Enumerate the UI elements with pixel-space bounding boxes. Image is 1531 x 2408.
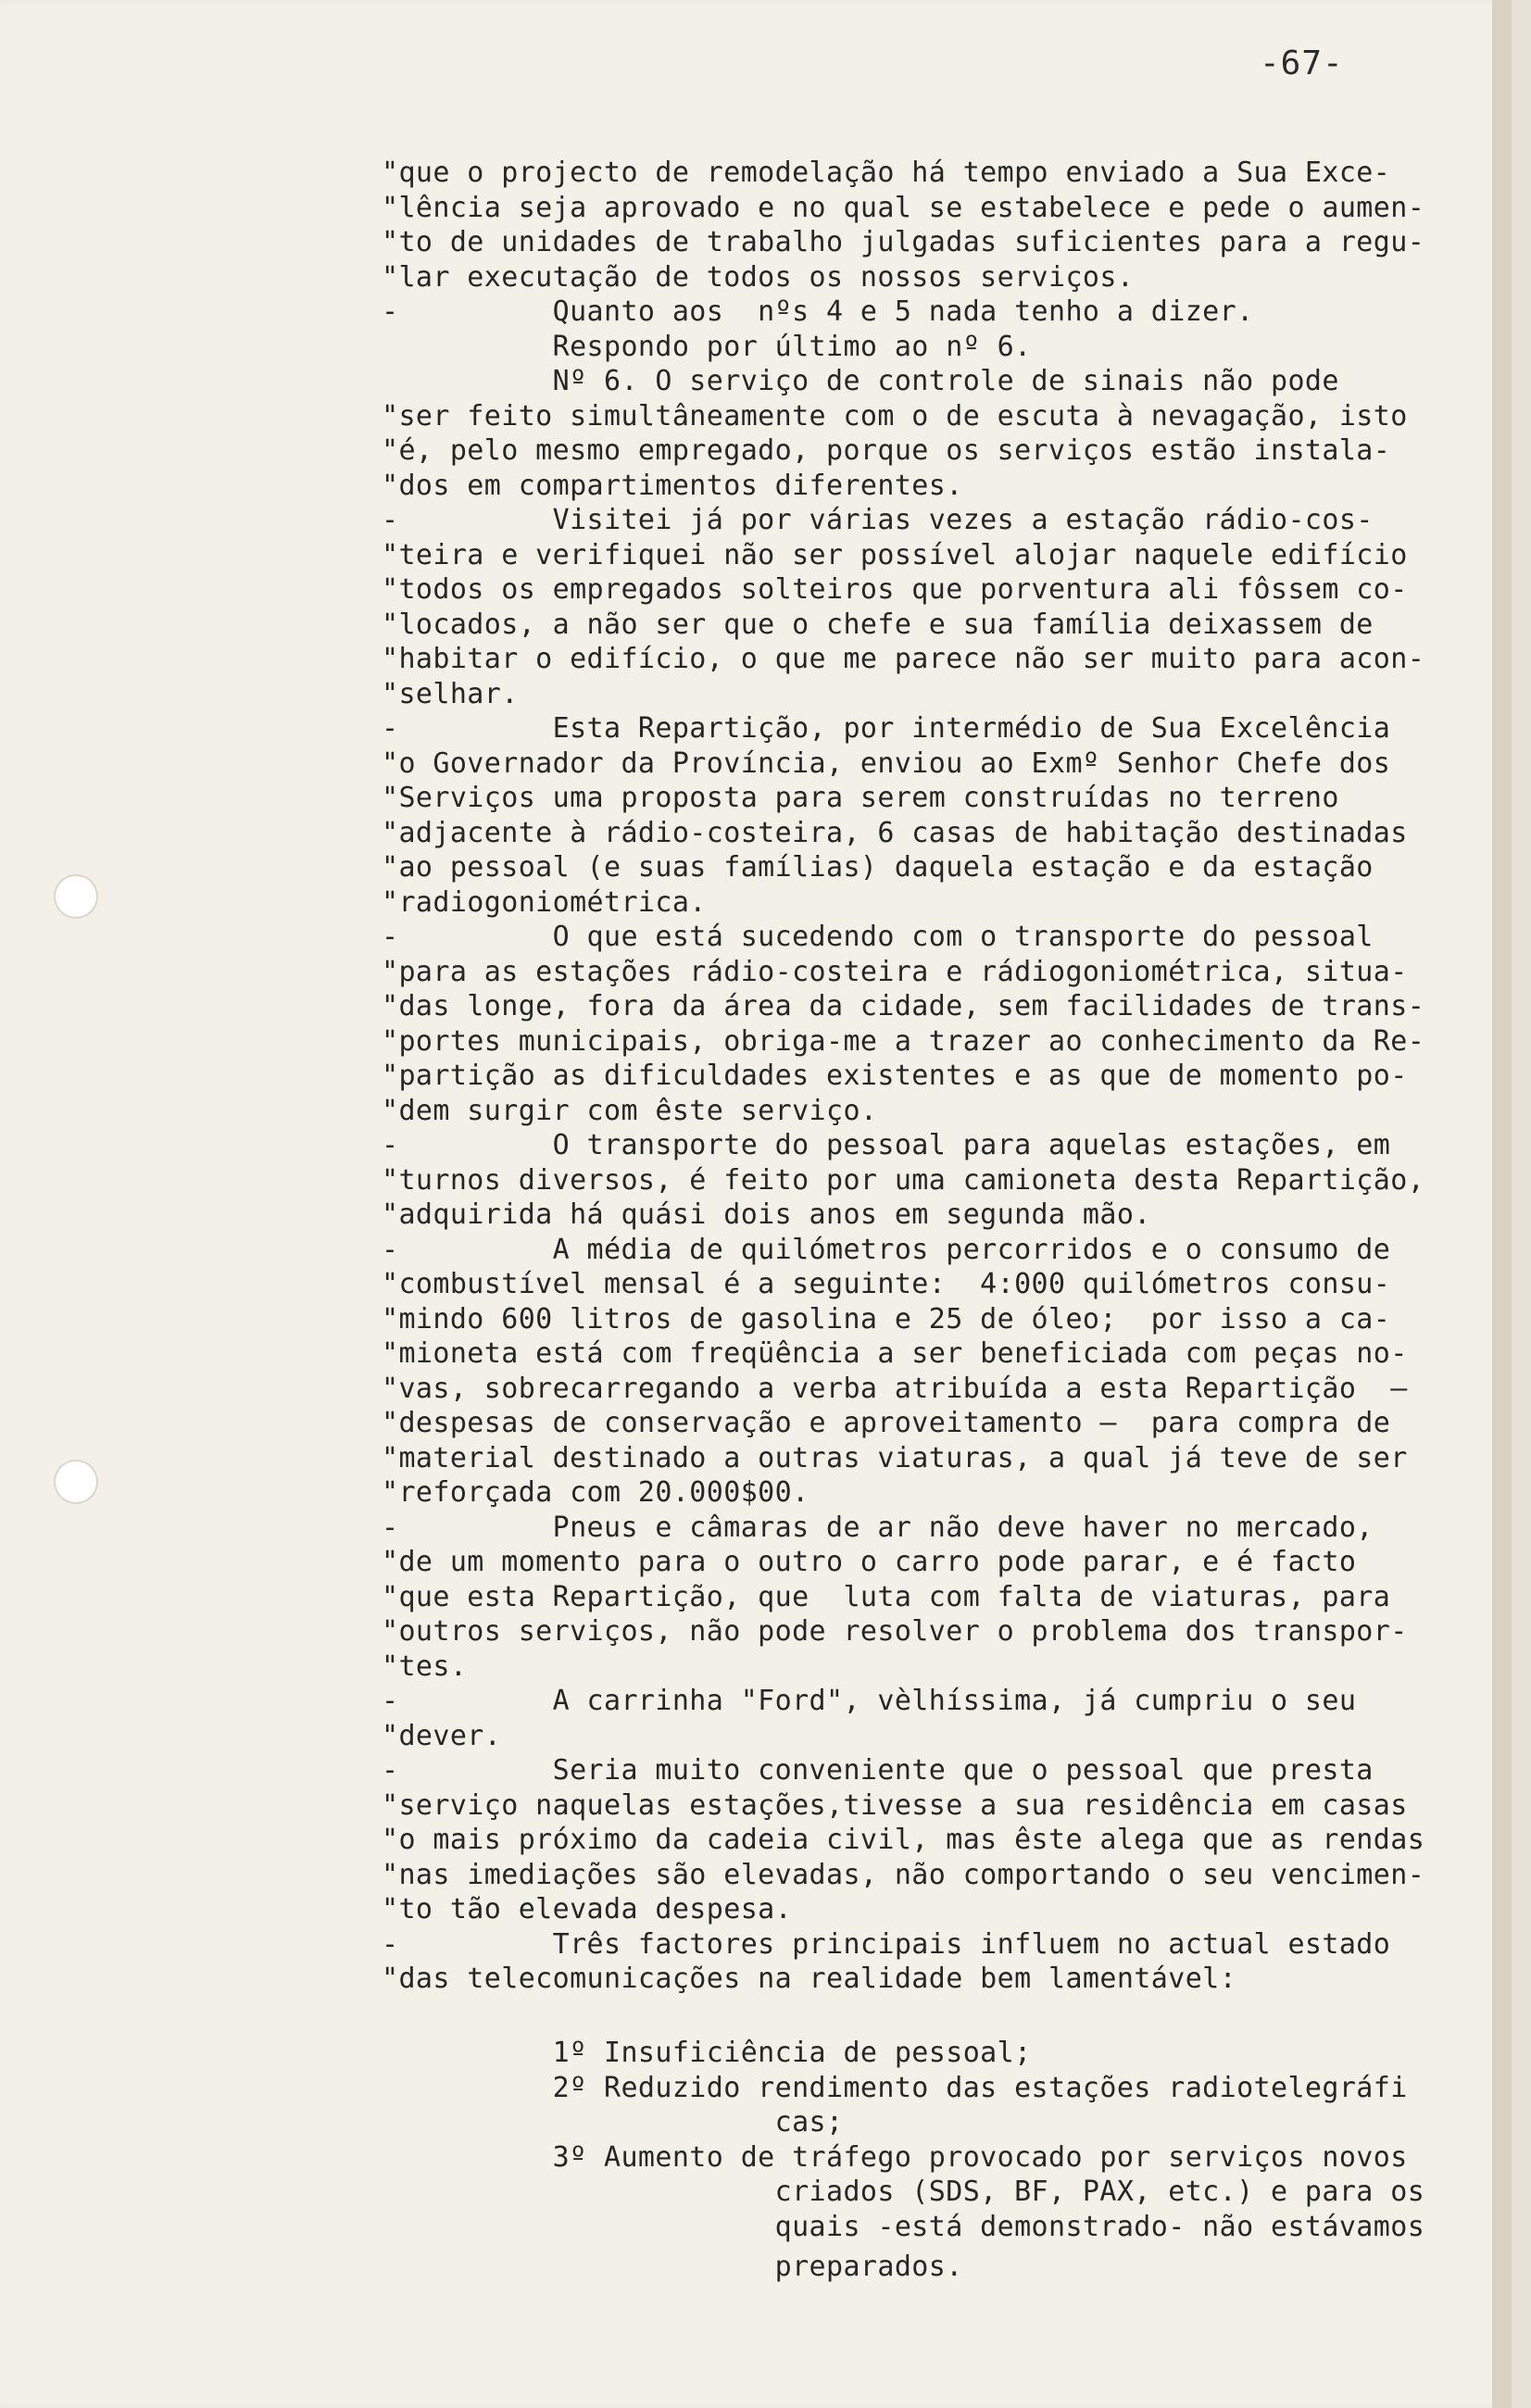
text-line: "para as estações rádio-costeira e rádiogoniométrica, situa- — [382, 955, 1408, 988]
list-item-line: cas; — [382, 2106, 844, 2138]
text-line: "adquirida há quási dois anos em segunda mão. — [382, 1198, 1151, 1231]
text-line: "material destinado a outras viaturas, a qual já teve de ser — [382, 1441, 1408, 1474]
text-line: "mioneta está com freqüência a ser beneficiada com peças no- — [382, 1337, 1408, 1370]
text-line: "lência seja aprovado e no qual se estabelece e pede o aumen- — [382, 191, 1425, 224]
body-text — [382, 156, 1521, 1997]
text-line: "das telecomunicações na realidade bem lamentável: — [382, 1963, 1237, 1995]
text-line: "ser feito simultâneamente com o de escuta à nevagação, isto — [382, 399, 1408, 433]
text-line: "das longe, fora da área da cidade, sem facilidades de trans- — [382, 990, 1425, 1022]
text-line: "partição as dificuldades existentes e as que de momento po- — [382, 1060, 1408, 1092]
text-line: "é, pelo mesmo empregado, porque os serviços estão instala- — [382, 434, 1391, 467]
text-line: - Pneus e câmaras de ar não deve haver no mercado, — [382, 1511, 1374, 1544]
text-line: - Esta Repartição, por intermédio de Sua Excelência — [382, 712, 1391, 745]
text-line: "despesas de conservação e aproveitamento — para compra de — [382, 1407, 1391, 1439]
text-line: - Visitei já por várias vezes a estação rádio-cos- — [382, 504, 1374, 536]
text-line: "reforçada com 20.000$00. — [382, 1476, 809, 1509]
text-line: "selhar. — [382, 677, 519, 710]
list-item-line: preparados. — [382, 2251, 963, 2283]
list-item-line: criados (SDS, BF, PAX, etc.) e para os — [382, 2176, 1425, 2208]
text-line: "Serviços uma proposta para serem construídas no terreno — [382, 782, 1339, 814]
punch-hole-bottom — [56, 1461, 96, 1502]
text-line: "lar executação de todos os nossos serviços. — [382, 260, 1135, 294]
text-line: "o Governador da Província, enviou ao Exmº Senhor Chefe dos — [382, 746, 1391, 780]
page-number: -67- — [1260, 44, 1344, 82]
text-line: "o mais próximo da cadeia civil, mas êste alega que as rendas — [382, 1824, 1425, 1856]
text-line: "habitar o edifício, o que me parece não ser muito para acon- — [382, 643, 1425, 675]
factors-list — [382, 2036, 1521, 2285]
text-line: "serviço naquelas estações,tivesse a sua residência em casas — [382, 1788, 1408, 1822]
text-line: "dos em compartimentos diferentes. — [382, 469, 963, 502]
text-line: "dem surgir com êste serviço. — [382, 1094, 878, 1127]
text-line: Nº 6. O serviço de controle de sinais não pode — [382, 365, 1339, 397]
text-line: "radiogoniométrica. — [382, 885, 707, 919]
text-line: "que o projecto de remodelação há tempo enviado a Sua Exce- — [382, 157, 1391, 189]
text-line: "todos os empregados solteiros que porventura ali fôssem co- — [382, 573, 1408, 606]
text-line: - Seria muito conveniente que o pessoal que presta — [382, 1754, 1374, 1787]
text-line: "adjacente à rádio-costeira, 6 casas de habitação destinadas — [382, 816, 1408, 849]
list-item-line: 1º Insuficiência de pessoal; — [382, 2037, 1032, 2069]
text-line: "tes. — [382, 1649, 468, 1683]
text-line: "vas, sobrecarregando a verba atribuída a esta Repartição — — [382, 1372, 1408, 1405]
text-line: "de um momento para o outro o carro pode parar, e é facto — [382, 1546, 1357, 1578]
text-line: "portes municipais, obriga-me a trazer ao conhecimento da Re- — [382, 1024, 1425, 1058]
punch-hole-top — [56, 876, 96, 917]
text-line: "dever. — [382, 1719, 502, 1752]
text-line: "ao pessoal (e suas famílias) daquela estação e da estação — [382, 851, 1374, 884]
text-line: - A média de quilómetros percorridos e o consumo de — [382, 1233, 1391, 1266]
text-line: "locados, a não ser que o chefe e sua família deixassem de — [382, 608, 1374, 641]
list-item-line: 3º Aumento de tráfego provocado por serviços novos — [382, 2140, 1408, 2174]
list-item-line: quais -está demonstrado- não estávamos — [382, 2210, 1425, 2243]
text-line: "turnos diversos, é feito por uma camioneta desta Repartição, — [382, 1163, 1425, 1197]
text-line: "nas imediações são elevadas, não comportando o seu vencimen- — [382, 1858, 1425, 1891]
text-line: "to tão elevada despesa. — [382, 1893, 793, 1925]
text-line: - A carrinha "Ford", vèlhíssima, já cumpriu o seu — [382, 1685, 1357, 1717]
text-line: "combustível mensal é a seguinte: 4:000 quilómetros consu- — [382, 1268, 1391, 1300]
text-line: "mindo 600 litros de gasolina e 25 de óleo; por isso a ca- — [382, 1302, 1391, 1336]
text-line: "outros serviços, não pode resolver o problema dos transpor- — [382, 1615, 1408, 1648]
list-item-line: 2º Reduzido rendimento das estações radiotelegráfi — [382, 2071, 1408, 2104]
text-line: - Quanto aos nºs 4 e 5 nada tenho a dizer. — [382, 295, 1254, 328]
text-line: "que esta Repartição, que luta com falta de viaturas, para — [382, 1580, 1391, 1613]
text-line: - Três factores principais influem no actual estado — [382, 1927, 1391, 1961]
text-line: - O transporte do pessoal para aquelas estações, em — [382, 1129, 1391, 1161]
text-line: "teira e verifiquei não ser possível alojar naquele edifício — [382, 538, 1408, 571]
text-line: Respondo por último ao nº 6. — [382, 330, 1032, 363]
text-line: - O que está sucedendo com o transporte do pessoal — [382, 921, 1374, 953]
text-line: "to de unidades de trabalho julgadas suficientes para a regu- — [382, 226, 1425, 258]
